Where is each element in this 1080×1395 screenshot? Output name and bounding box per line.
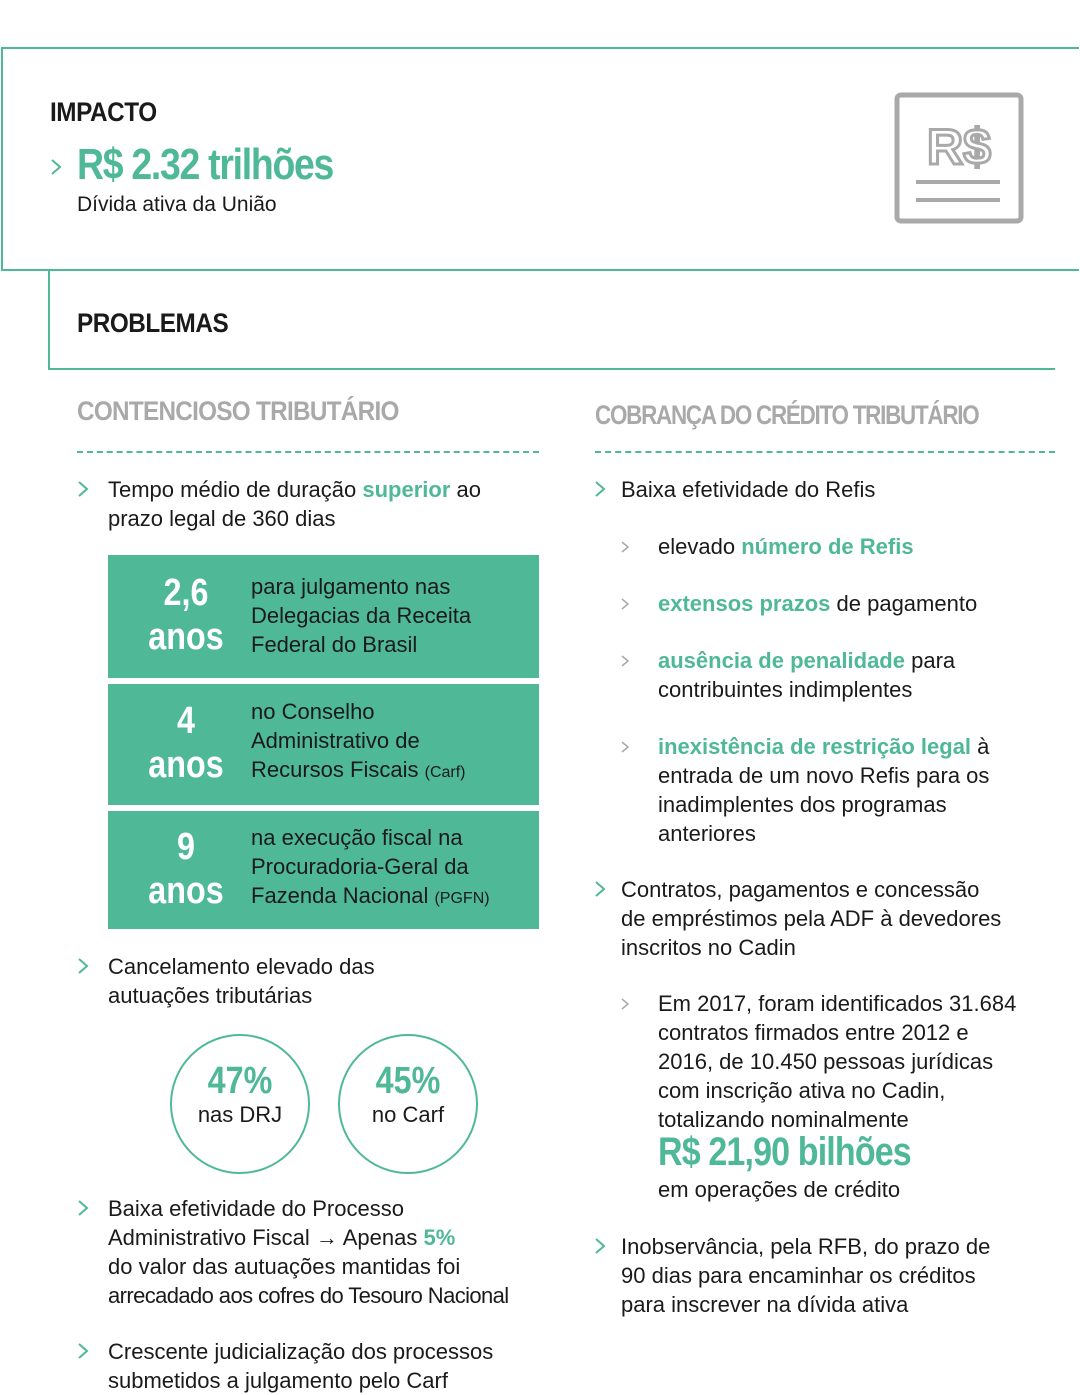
bullet-arrow-icon: [77, 957, 89, 980]
percentage-label: no Carf: [371, 1102, 445, 1127]
bullet-arrow-icon: [77, 480, 89, 503]
percentage-circle: [338, 1034, 478, 1174]
right-item-3: Inobservância, pela RFB, do prazo de 90 dias para encaminhar os créditos para inscrever na dívida ativa: [621, 1234, 991, 1317]
right-section-title: COBRANÇA DO CRÉDITO TRIBUTÁRIO: [595, 400, 979, 430]
impact-value: R$ 2.32 trilhões: [77, 140, 334, 189]
credit-caption: em operações de crédito: [658, 1177, 901, 1202]
right-sub-5: Em 2017, foram identificados 31.684 contratos firmados entre 2012 e 2016, de 10.450 pessoas jurídicas com inscrição ativa no Cadin, totalizando nominalmente: [658, 991, 1017, 1132]
impact-caption: Dívida ativa da União: [77, 193, 277, 216]
duration-number: 2,6: [163, 572, 209, 614]
right-item-1: Baixa efetividade do Refis: [621, 477, 876, 502]
left-item-3: Baixa efetividade do Processo Administrativo Fiscal → Apenas 5% do valor das autuações mantidas foi arrecadado aos cofres do Tesouro Nacional: [108, 1196, 509, 1308]
problems-bottom-rule: [48, 368, 1055, 370]
right-sub-1: elevado número de Refis: [658, 534, 914, 559]
sub-bullet-arrow-icon: [620, 654, 630, 673]
duration-unit: anos: [148, 870, 224, 912]
duration-text: na execução fiscal na Procuradoria-Geral da Fazenda Nacional (PGFN): [251, 825, 490, 908]
duration-text: no Conselho Administrativo de Recursos Fiscais (Carf): [251, 699, 466, 782]
percentage-value: 45%: [375, 1060, 441, 1102]
impact-heading: IMPACTO: [50, 97, 157, 127]
sub-bullet-arrow-icon: [620, 740, 630, 759]
duration-number: 4: [177, 700, 195, 742]
credit-value: R$ 21,90 bilhões: [658, 1130, 911, 1174]
duration-box: [108, 811, 539, 929]
duration-box: [108, 555, 539, 678]
duration-number: 9: [177, 826, 195, 868]
bullet-arrow-icon: [50, 158, 62, 181]
bullet-arrow-icon: [594, 1237, 606, 1260]
right-sub-2: extensos prazos de pagamento: [658, 591, 978, 616]
right-divider: [595, 451, 1055, 453]
svg-text:R$: R$: [927, 119, 991, 175]
bullet-arrow-icon: [594, 480, 606, 503]
left-item-1: Tempo médio de duração superior ao prazo legal de 360 dias: [108, 477, 481, 531]
duration-box: [108, 684, 539, 805]
problems-left-rule: [48, 271, 50, 370]
bullet-arrow-icon: [77, 1199, 89, 1222]
percentage-label: nas DRJ: [197, 1102, 283, 1127]
sub-bullet-arrow-icon: [620, 540, 630, 559]
left-item-2: Cancelamento elevado das autuações tributárias: [108, 954, 375, 1008]
right-sub-3: ausência de penalidade para contribuintes indimplentes: [658, 648, 956, 702]
bullet-arrow-icon: [77, 1342, 89, 1365]
document-money-icon: [894, 92, 1024, 229]
right-item-2: Contratos, pagamentos e concessão de empréstimos pela ADF à devedores inscritos no Cadin: [621, 877, 1002, 960]
sub-bullet-arrow-icon: [620, 997, 630, 1016]
duration-unit: anos: [148, 616, 224, 658]
right-sub-4: inexistência de restrição legal à entrada de um novo Refis para os inadimplentes dos programas anteriores: [658, 734, 990, 846]
left-divider: [77, 451, 539, 453]
left-item-4: Crescente judicialização dos processos submetidos a julgamento pelo Carf: [108, 1339, 494, 1393]
percentage-circle: [170, 1034, 310, 1174]
bullet-arrow-icon: [594, 880, 606, 903]
left-section-title: CONTENCIOSO TRIBUTÁRIO: [77, 396, 399, 426]
percentage-value: 47%: [207, 1060, 273, 1102]
duration-text: para julgamento nas Delegacias da Receita Federal do Brasil: [251, 574, 472, 657]
duration-unit: anos: [148, 744, 224, 786]
sub-bullet-arrow-icon: [620, 597, 630, 616]
problems-heading: PROBLEMAS: [77, 308, 229, 338]
